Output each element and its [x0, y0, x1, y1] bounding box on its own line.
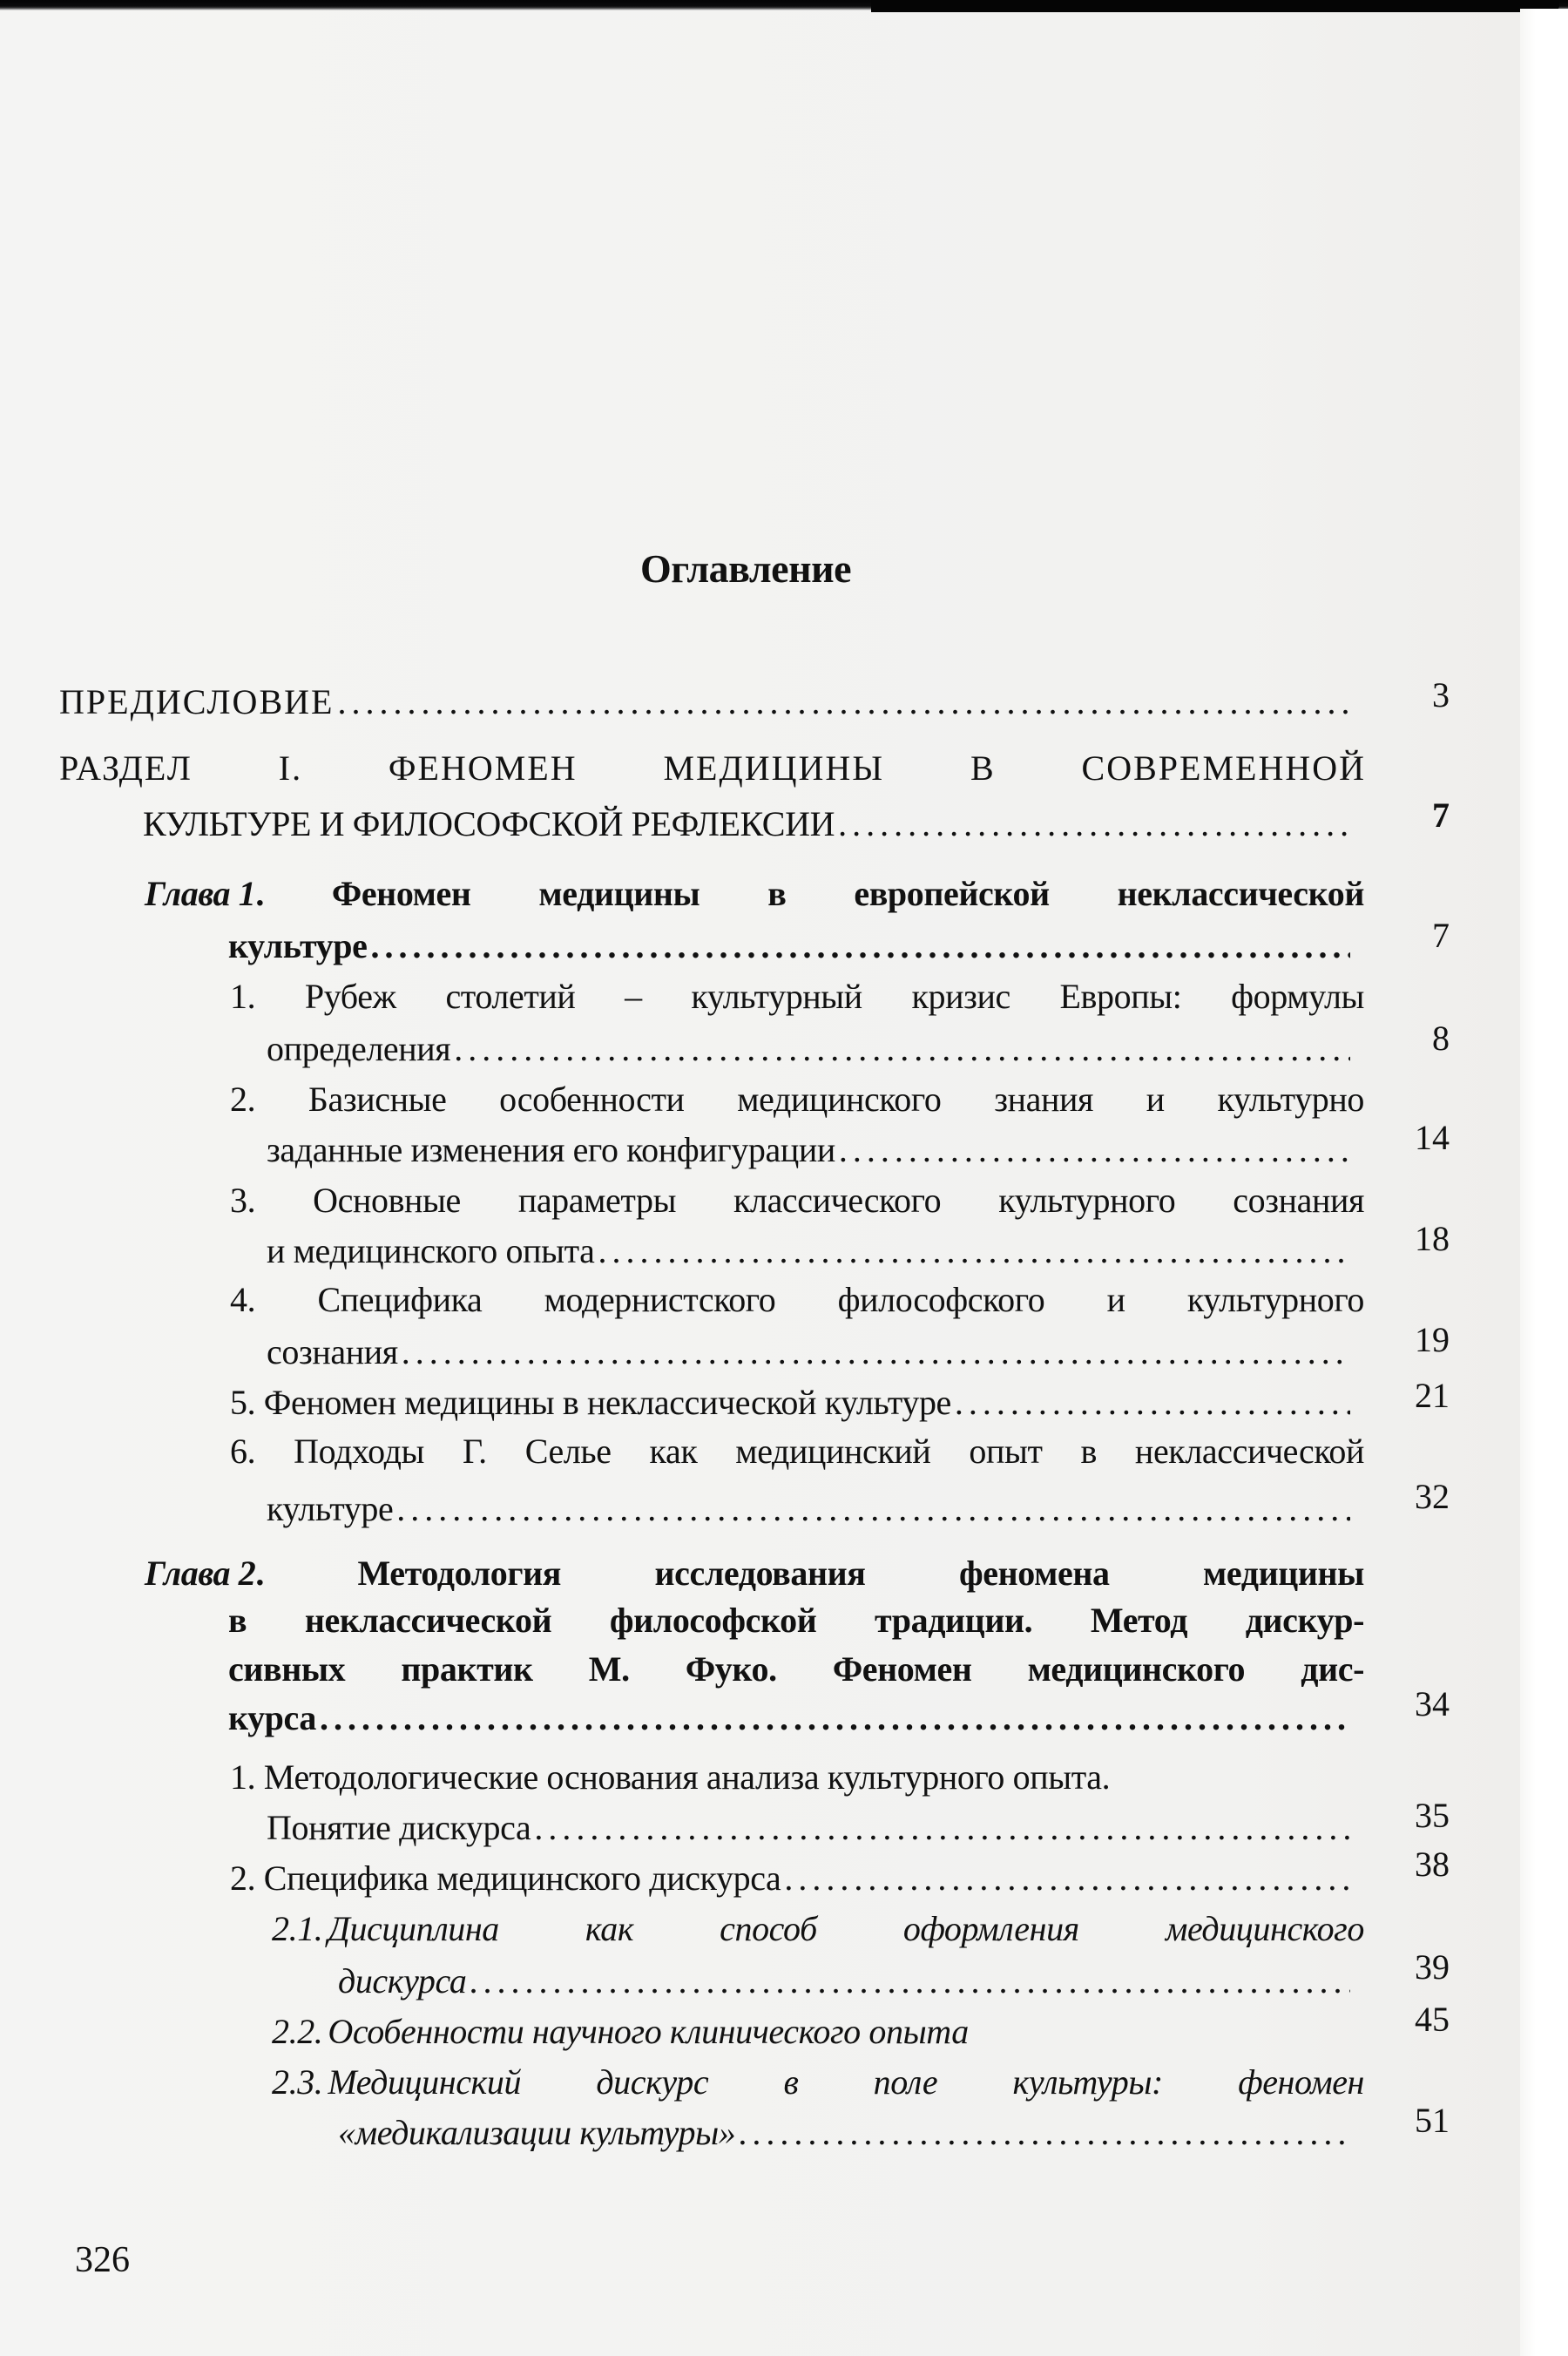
toc-entry-text: определения — [267, 1029, 451, 1068]
toc-entry-text: Дисциплина как способ оформления медицинского — [328, 1909, 1364, 1948]
toc-line — [267, 1331, 1350, 1373]
toc-line: 3. Основные параметры классического культурного сознания — [230, 1181, 1364, 1220]
chapter-title: . Методология исследования феномена медицины — [255, 1554, 1364, 1593]
toc-page-number: 7 — [1432, 916, 1450, 955]
toc-page-number: 7 — [1432, 795, 1450, 835]
toc-line — [267, 1807, 1350, 1849]
leader-dots — [402, 1331, 1350, 1373]
leader-dots — [739, 2112, 1350, 2154]
page-right-margin — [1520, 9, 1568, 2356]
toc-page-number: 35 — [1415, 1796, 1450, 1835]
toc-line — [272, 2062, 1364, 2103]
toc-page-number: 19 — [1415, 1320, 1450, 1359]
toc-line — [338, 1960, 1350, 2002]
toc-page-number: 51 — [1415, 2101, 1450, 2140]
toc-page-number: 39 — [1415, 1947, 1450, 1987]
toc-entry-text: КУЛЬТУРЕ И ФИЛОСОФСКОЙ РЕФЛЕКСИИ — [143, 804, 835, 843]
leader-dots — [955, 1382, 1350, 1424]
toc-line: РАЗДЕЛ I. ФЕНОМЕН МЕДИЦИНЫ В СОВРЕМЕННОЙ — [59, 748, 1366, 788]
toc-line — [59, 681, 1348, 723]
leader-dots — [454, 1028, 1350, 1070]
leader-dots — [370, 925, 1350, 967]
toc-line — [267, 1129, 1350, 1171]
toc-page-number: 34 — [1415, 1684, 1450, 1723]
toc-line — [145, 1553, 1364, 1594]
toc-line: в неклассической философской традиции. Метод дискур- — [228, 1601, 1364, 1640]
scan-top-edge-right — [871, 0, 1559, 12]
toc-entry-text: культуре — [228, 926, 368, 965]
toc-entry-text: Медицинский дискурс в поле культуры: феномен — [328, 2062, 1364, 2102]
toc-line: 6. Подходы Г. Селье как медицинский опыт в неклассической — [230, 1432, 1364, 1471]
toc-page-number: 21 — [1415, 1376, 1450, 1415]
leader-dots — [470, 1960, 1350, 2002]
toc-line — [228, 925, 1350, 967]
toc-line — [145, 873, 1364, 915]
leader-dots — [839, 1129, 1350, 1171]
toc-entry-text: ПРЕДИСЛОВИЕ — [59, 682, 335, 721]
toc-entry-text: сознания — [267, 1332, 398, 1371]
chapter-label: Глава 2 — [145, 1554, 256, 1593]
toc-line — [272, 2011, 1350, 2053]
toc-entry-text: и медицинского опыта — [267, 1231, 595, 1270]
leader-dots — [396, 1488, 1350, 1530]
toc-line — [272, 1908, 1364, 1950]
subsection-number: 2.1. — [272, 1909, 323, 1948]
toc-line: 4. Специфика модернистского философского и культурного — [230, 1280, 1364, 1319]
toc-entry-text: дискурса — [338, 1961, 467, 2001]
toc-line: 1. Рубеж столетий – культурный кризис Европы: формулы — [230, 977, 1364, 1016]
leader-dots — [598, 1230, 1351, 1272]
toc-entry-text: Особенности научного клинического опыта — [328, 2012, 969, 2051]
toc-page-number: 8 — [1432, 1019, 1450, 1058]
toc-page-number: 45 — [1415, 2000, 1450, 2039]
toc-line — [338, 2112, 1350, 2154]
toc-line: сивных практик М. Фуко. Феномен медицинского дис- — [228, 1649, 1364, 1689]
toc-entry-text: «медикализации культуры» — [338, 2113, 736, 2152]
toc-entry-text: курса — [228, 1698, 316, 1737]
toc-line — [143, 803, 1348, 845]
page-folio-number: 326 — [75, 2240, 130, 2280]
toc-entry-text: Понятие дискурса — [267, 1808, 531, 1847]
toc-page-number: 3 — [1432, 675, 1450, 714]
toc-entry-text: 5. Феномен медицины в неклассической культуре — [230, 1383, 951, 1422]
toc-page-number: 14 — [1415, 1118, 1450, 1157]
leader-dots — [784, 1858, 1350, 1899]
toc-line — [267, 1028, 1350, 1070]
toc-line — [230, 1382, 1350, 1424]
page-title: Оглавление — [639, 546, 852, 591]
toc-line: 1. Методологические основания анализа культурного опыта. — [230, 1757, 1111, 1797]
chapter-title: . Феномен медицины в европейской неклассической — [255, 874, 1364, 913]
chapter-label: Глава 1 — [145, 874, 256, 913]
toc-page-number: 32 — [1415, 1477, 1450, 1516]
toc-entry-text: 2. Специфика медицинского дискурса — [230, 1858, 781, 1898]
toc-line — [267, 1230, 1350, 1272]
leader-dots — [534, 1807, 1350, 1849]
toc-page-number: 38 — [1415, 1845, 1450, 1884]
toc-page-number: 18 — [1415, 1219, 1450, 1258]
leader-dots — [838, 803, 1348, 845]
leader-dots — [337, 681, 1348, 723]
subsection-number: 2.3. — [272, 2062, 323, 2102]
toc-line — [230, 1858, 1350, 1899]
toc-line: 2. Базисные особенности медицинского знания и культурно — [230, 1080, 1364, 1119]
toc-entry-text: заданные изменения его конфигурации — [267, 1130, 835, 1169]
leader-dots — [320, 1697, 1350, 1739]
toc-line — [228, 1697, 1350, 1739]
subsection-number: 2.2. — [272, 2012, 323, 2051]
toc-entry-text: культуре — [267, 1489, 394, 1528]
toc-line — [267, 1488, 1350, 1530]
